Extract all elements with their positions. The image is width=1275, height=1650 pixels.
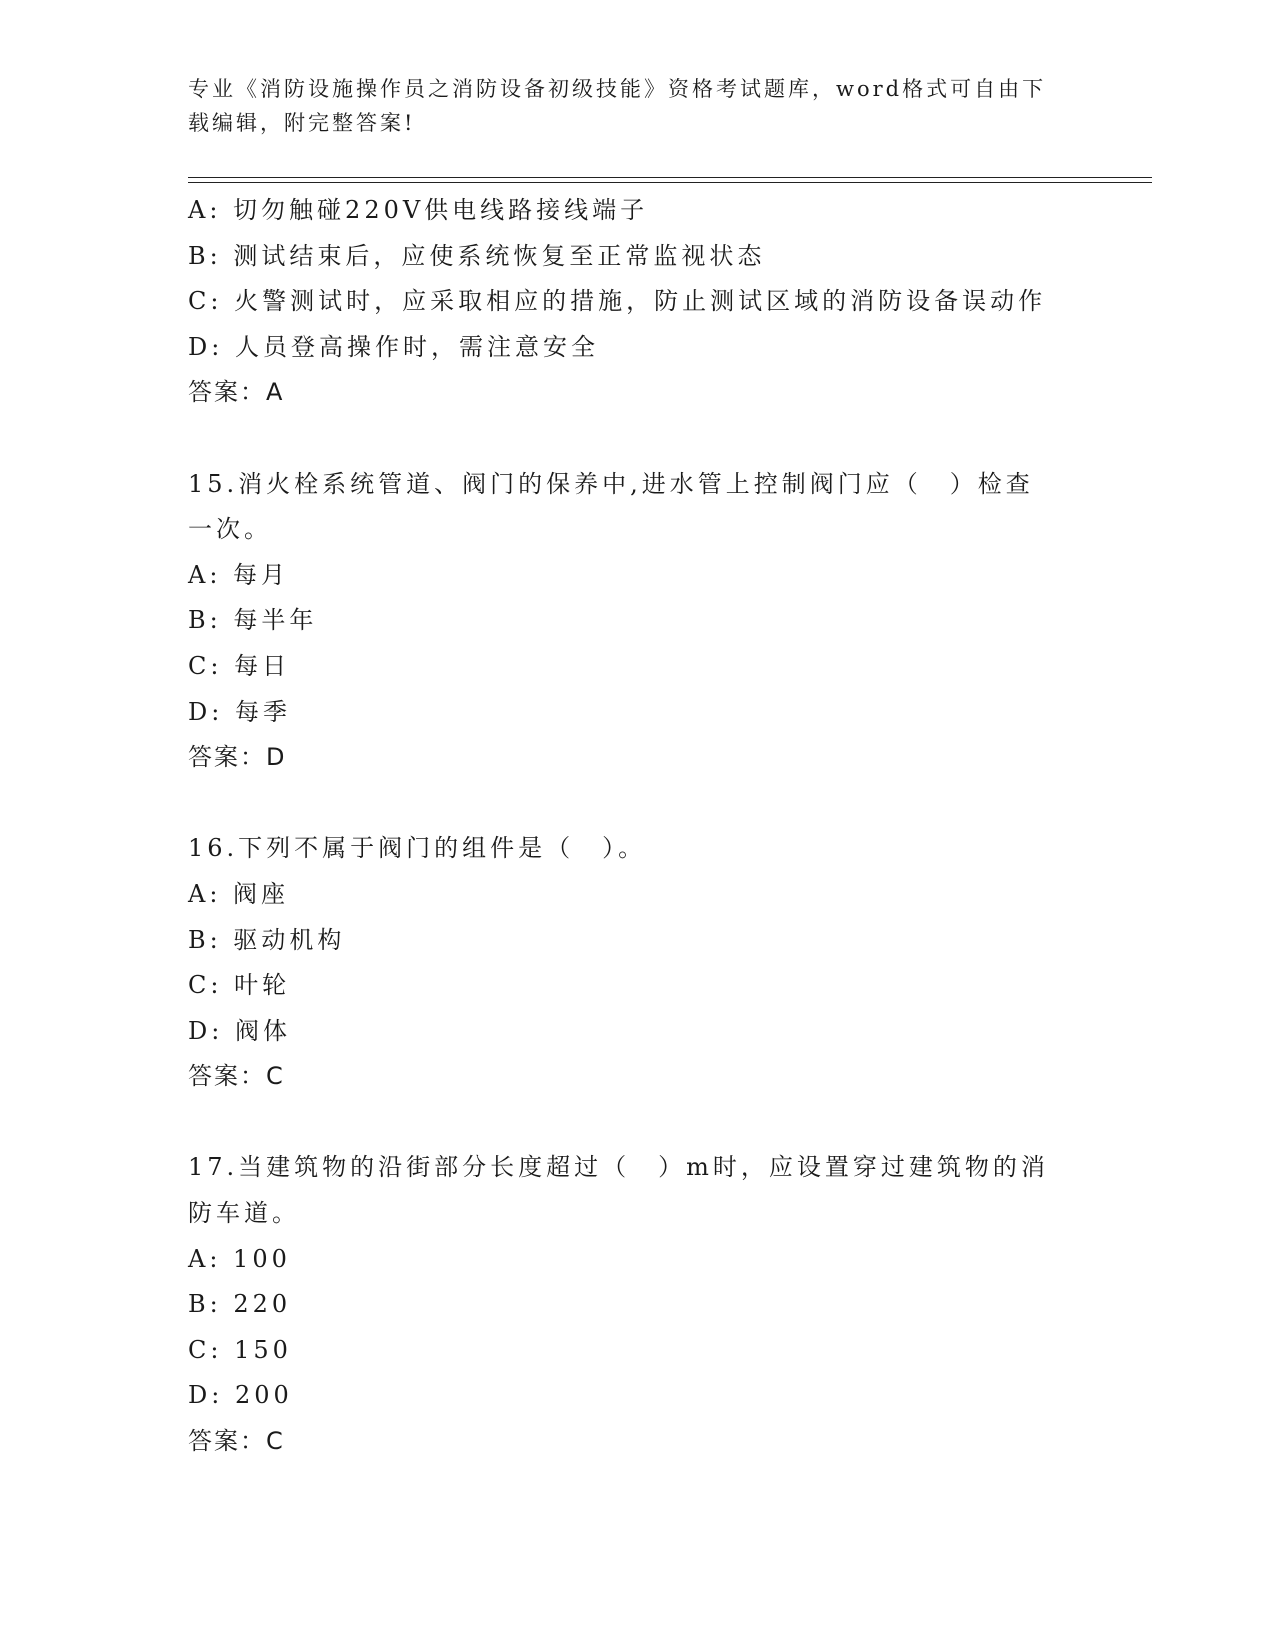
option-c: C: 火警测试时，应采取相应的措施，防止测试区域的消防设备误动作 xyxy=(188,287,1047,316)
option-b: B: 驱动机构 xyxy=(188,925,346,954)
option-d: D: 人员登高操作时，需注意安全 xyxy=(188,332,599,361)
option-d: D: 每季 xyxy=(188,697,291,726)
header-divider-bottom xyxy=(188,182,1152,183)
answer: 答案：D xyxy=(188,743,287,772)
question-text-line-1: 15.消火栓系统管道、阀门的保养中,进水管上控制阀门应（ ）检查 xyxy=(188,469,1034,498)
spacer xyxy=(188,416,1088,462)
header-divider-top xyxy=(188,177,1152,178)
answer: 答案：A xyxy=(188,378,285,407)
option-a: A: 每月 xyxy=(188,560,290,589)
answer: 答案：C xyxy=(188,1427,285,1456)
question-text-line-2: 一次。 xyxy=(188,515,272,544)
question-list xyxy=(188,188,1088,1465)
option-c: C: 每日 xyxy=(188,651,291,680)
option-a: A: 切勿触碰220V供电线路接线端子 xyxy=(188,196,649,224)
option-b: B: 220 xyxy=(188,1290,292,1319)
option-b: B: 每半年 xyxy=(188,606,318,635)
answer: 答案：C xyxy=(188,1062,285,1091)
option-c: C: 叶轮 xyxy=(188,971,291,1000)
spacer xyxy=(188,1100,1088,1146)
question-text-line-1: 17.当建筑物的沿街部分长度超过（ ）m时，应设置穿过建筑物的消 xyxy=(188,1153,1049,1182)
option-a: A: 100 xyxy=(188,1244,291,1273)
spacer xyxy=(188,781,1088,827)
option-a: A: 阀座 xyxy=(188,879,290,908)
question-14 xyxy=(188,188,1088,416)
option-d: D: 阀体 xyxy=(188,1016,291,1045)
document-header xyxy=(188,72,1088,140)
option-d: D: 200 xyxy=(188,1381,293,1410)
option-b: B: 测试结束后，应使系统恢复至正常监视状态 xyxy=(188,241,766,270)
option-c: C: 150 xyxy=(188,1335,292,1364)
question-15 xyxy=(188,462,1088,781)
question-16 xyxy=(188,826,1088,1100)
question-text-line-2: 防车道。 xyxy=(188,1199,300,1228)
question-17 xyxy=(188,1145,1088,1464)
question-text-line-1: 16.下列不属于阀门的组件是（ ）。 xyxy=(188,834,647,863)
header-line-1: 专业《消防设施操作员之消防设备初级技能》资格考试题库，word格式可自由下 xyxy=(188,77,1047,101)
header-line-2: 载编辑，附完整答案! xyxy=(188,111,416,135)
